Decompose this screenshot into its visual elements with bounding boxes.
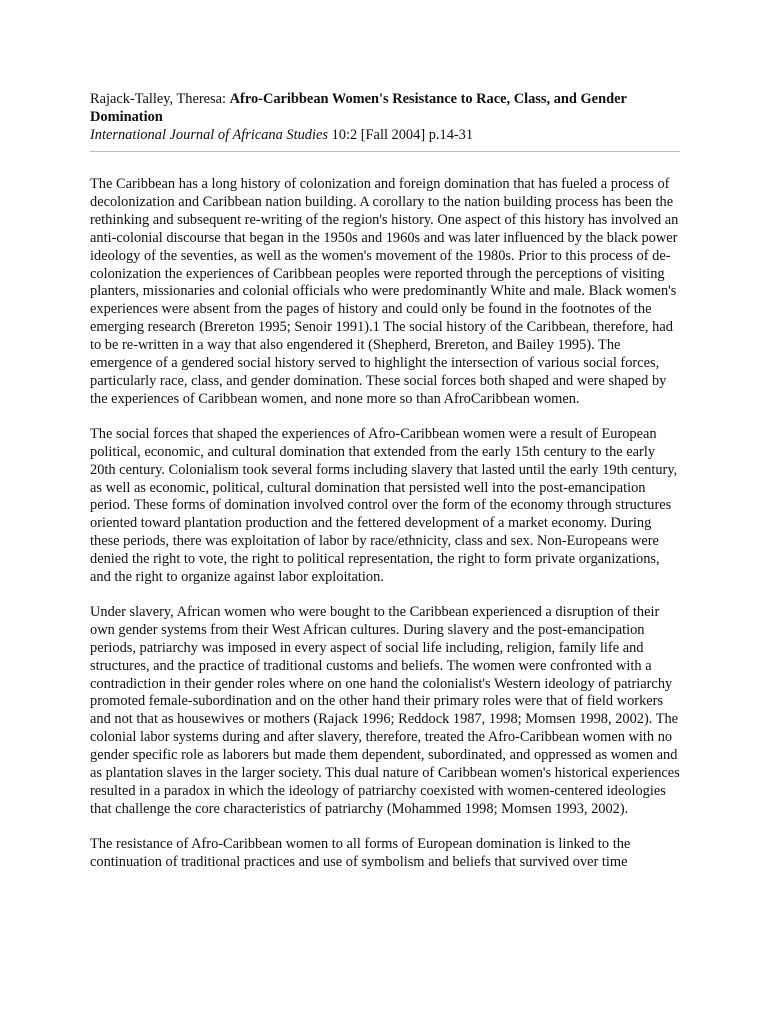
citation-details: 10:2 [Fall 2004] p.14-31 xyxy=(331,127,474,143)
citation-journal: International Journal of Africana Studies xyxy=(90,127,328,143)
paragraph: Under slavery, African women who were bought to the Caribbean experienced a disruption of their own gender systems from their West African cultures. During slavery and the post-emancipation periods, patriarchy was imposed in every aspect of social life including, religion, family life and structures, and the practice of traditional customs and beliefs. The women were confronted with a contradiction in their gender roles where on one hand the colonialist's Western ideology of patriarchy promoted female-subordination and on the other hand their primary roles were that of field workers and not that as housewives or mothers (Rajack 1996; Reddock 1987, 1998; Momsen 1998, 2002). The colonial labor systems during and after slavery, therefore, treated the Afro-Caribbean women with no gender specific role as laborers but made them dependent, subordinated, and oppressed as women and as plantation slaves in the larger society. This dual nature of Caribbean women's historical experiences resulted in a paradox in which the ideology of patriarchy coexisted with women-centered ideologies that challenge the core characteristics of patriarchy (Mohammed 1998; Momsen 1993, 2002). xyxy=(90,603,680,817)
citation-header xyxy=(90,90,682,144)
article-page xyxy=(90,90,682,889)
header-divider xyxy=(90,151,680,152)
paragraph: The Caribbean has a long history of colonization and foreign domination that has fueled a process of decolonization and Caribbean nation building. A corollary to the nation building process has been the rethinking and subsequent re-writing of the region's history. One aspect of this history has involved an anti-colonial discourse that began in the 1950s and 1960s and was later influenced by the black power ideology of the seventies, as well as the women's movement of the 1980s. Prior to this process of de-colonization the experiences of Caribbean peoples were reported through the perceptions of visiting planters, missionaries and colonial officials who were predominantly White and male. Black women's experiences were absent from the pages of history and could only be found in the footnotes of the emerging research (Brereton 1995; Senoir 1991).1 The social history of the Caribbean, therefore, had to be re-written in a way that also engendered it (Shepherd, Brereton, and Bailey 1995). The emergence of a gendered social history served to highlight the intersection of various social forces, particularly race, class, and gender domination. These social forces both shaped and were shaped by the experiences of Caribbean women, and none more so than AfroCaribbean women. xyxy=(90,176,679,407)
paragraph: The social forces that shaped the experiences of Afro-Caribbean women were a result of European political, economic, and cultural domination that extended from the early 15th century to the early 20th century. Colonialism took several forms including slavery that lasted until the early 19th century, as well as economic, political, cultural domination that persisted well into the post-emancipation period. These forms of domination involved control over the form of the economy through structures oriented toward plantation production and the fettered development of a market economy. During these periods, there was exploitation of labor by race/ethnicity, class and sex. Non-Europeans were denied the right to vote, the right to political representation, the right to form private organizations, and the right to organize against labor exploitation. xyxy=(90,425,678,586)
citation-title: Afro-Caribbean Women's Resistance to Race, Class, and Gender Domination xyxy=(90,91,627,125)
citation-author: Rajack-Talley, Theresa: xyxy=(90,91,227,107)
paragraph: The resistance of Afro-Caribbean women to all forms of European domination is linked to the continuation of traditional practices and use of symbolism and beliefs that survived over time xyxy=(90,835,631,870)
article-body xyxy=(90,176,682,872)
